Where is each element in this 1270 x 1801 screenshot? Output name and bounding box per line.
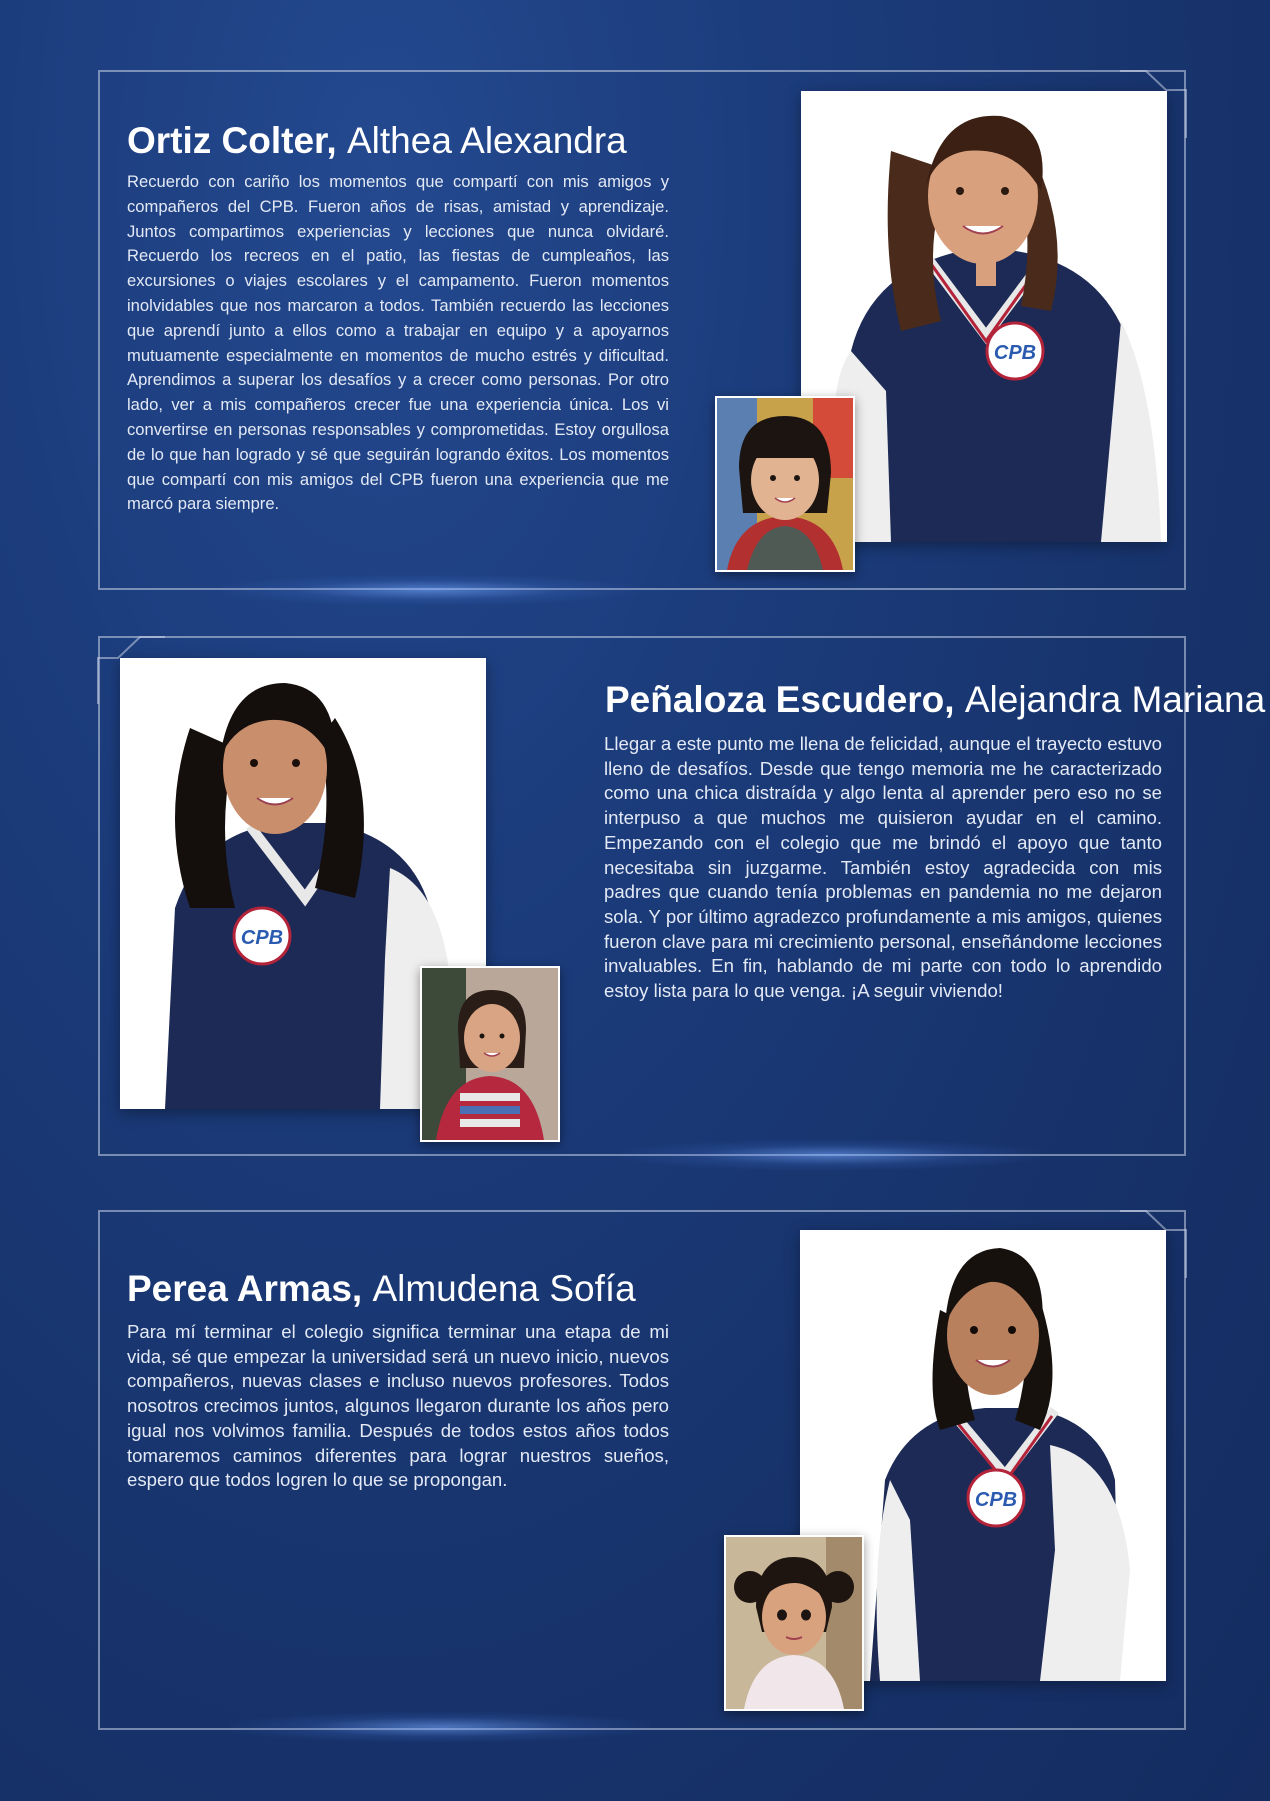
graduate-name	[127, 119, 627, 163]
graduate-surname: Peñaloza Escudero,	[605, 679, 955, 720]
childhood-photo-illustration	[726, 1537, 862, 1709]
graduate-surname: Perea Armas,	[127, 1268, 363, 1309]
cpb-badge-text: CPB	[240, 927, 284, 949]
graduate-bio: Llegar a este punto me llena de felicidad, aunque el trayecto estuvo lleno de desafíos. Desde que tengo memoria me he caracterizado como una chica distraída y algo lenta al aprender pero eso no se interpuso a que muchos me quisieron ayudar en el camino. Empezando con el colegio que me brindó el apoyo que tanto necesitaba sin juzgarme. También estoy agradecida con mis padres que cuando tenía problemas en pandemia no me dejaron sola. Y por último agradezco profundamente a mis amigos, quienes fueron clave para mi crecimiento personal, enseñándome lecciones invaluables. En fin, hablando de mi parte con todo lo aprendido estoy lista para lo que venga. ¡A seguir viviendo!	[604, 733, 1162, 1002]
graduate-given-names: Almudena Sofía	[372, 1268, 636, 1309]
graduate-name	[127, 1267, 636, 1311]
childhood-photo	[724, 1535, 864, 1711]
cpb-badge-text: CPB	[974, 1489, 1018, 1511]
childhood-photo-illustration	[717, 398, 853, 570]
childhood-photo	[420, 966, 560, 1142]
sparkle-decoration	[220, 575, 640, 605]
graduate-given-names: Althea Alexandra	[346, 120, 627, 161]
graduate-surname: Ortiz Colter,	[127, 120, 337, 161]
cpb-badge-text: CPB	[993, 342, 1037, 364]
sparkle-decoration	[620, 1140, 1040, 1170]
graduate-portrait	[801, 91, 1167, 542]
sparkle-decoration	[230, 1712, 650, 1742]
graduate-name	[605, 678, 1265, 722]
graduate-bio: Recuerdo con cariño los momentos que compartí con mis amigos y compañeros del CPB. Fueron años de risas, amistad y aprendizaje. Juntos compartimos experiencias y lecciones que nunca olvidaré. Recuerdo los recreos en el patio, las fiestas de cumpleaños, las excursiones o viajes escolares y el campamento. Fueron momentos inolvidables que nos marcaron a todos. También recuerdo las lecciones que aprendí junto a ellos como a trabajar en equipo y a apoyarnos mutuamente especialmente en momentos de mucho estrés y dificultad. Aprendimos a superar los desafíos y a crecer como personas. Por otro lado, ver a mis compañeros crecer fue una experiencia única. Los vi convertirse en personas responsables y comprometidas. Estoy orgullosa de lo que han logrado y sé que seguirán logrando éxitos. Los momentos que compartí con mis amigos del CPB fueron una experiencia que me marcó para siempre.	[127, 172, 669, 514]
childhood-photo-illustration	[422, 968, 558, 1140]
graduate-given-names: Alejandra Mariana	[964, 679, 1266, 720]
graduate-bio: Para mí terminar el colegio significa terminar una etapa de mi vida, sé que empezar la universidad será un nuevo inicio, nuevos compañeros, nuevas clases e incluso nuevos profesores. Todos nosotros crecimos juntos, algunos llegaron durante los años pero igual nos volvimos familia. Después de todos estos años todos tomaremos caminos diferentes para lograr nuestros sueños, espero que todos logren lo que se propongan.	[127, 1321, 669, 1491]
portrait-illustration	[801, 91, 1167, 542]
childhood-photo	[715, 396, 855, 572]
